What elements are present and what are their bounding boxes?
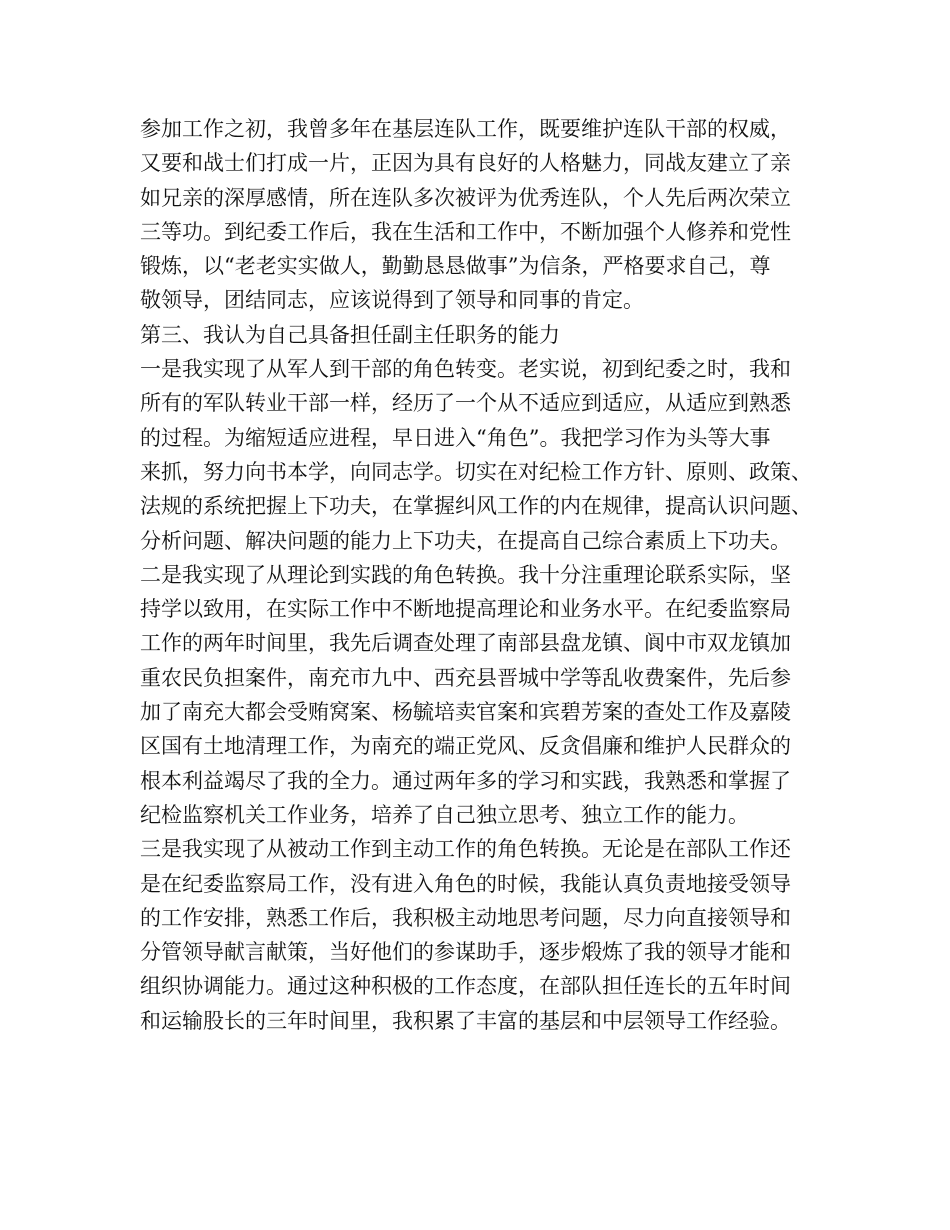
text-line-24: 的工作安排，熟悉工作后，我积极主动地思考问题，尽力向直接领导和 — [140, 905, 791, 930]
text-line-23: 是在纪委监察局工作，没有进入角色的时候，我能认真负责地接受领导 — [140, 871, 791, 896]
text-line-8: 一是我实现了从军人到干部的角色转变。老实说，初到纪委之时，我和 — [140, 357, 791, 382]
text-line-9: 所有的军队转业干部一样，经历了一个从不适应到适应，从适应到熟悉 — [140, 391, 791, 416]
document-page — [140, 112, 830, 1038]
text-line-12: 法规的系统把握上下功夫，在掌握纠风工作的内在规律，提高认识问题、 — [140, 494, 812, 519]
text-line-25: 分管领导献言献策，当好他们的参谋助手，逐步煅炼了我的领导才能和 — [140, 940, 791, 965]
text-line-3: 如兄亲的深厚感情，所在连队多次被评为优秀连队，个人先后两次荣立 — [140, 185, 791, 210]
text-line-14: 二是我实现了从理论到实践的角色转换。我十分注重理论联系实际，坚 — [140, 562, 791, 587]
text-line-4: 三等功。到纪委工作后，我在生活和工作中，不断加强个人修养和党性 — [140, 219, 791, 244]
text-line-21: 纪检监察机关工作业务，培养了自己独立思考、独立工作的能力。 — [140, 802, 749, 827]
text-line-26: 组织协调能力。通过这种积极的工作态度，在部队担任连长的五年时间 — [140, 974, 791, 999]
text-line-1: 参加工作之初，我曾多年在基层连队工作，既要维护连队干部的权威， — [140, 117, 791, 141]
text-line-22: 三是我实现了从被动工作到主动工作的角色转换。无论是在部队工作还 — [140, 837, 791, 862]
text-line-13: 分析问题、解决问题的能力上下功夫，在提高自己综合素质上下功夫。 — [140, 528, 791, 553]
text-line-18: 加了南充大都会受贿窝案、杨毓培卖官案和宾碧芳案的查处工作及嘉陵 — [140, 700, 791, 725]
text-line-2: 又要和战士们打成一片，正因为具有良好的人格魅力，同战友建立了亲 — [140, 151, 791, 176]
text-line-6: 敬领导，团结同志，应该说得到了领导和同事的肯定。 — [140, 288, 644, 313]
text-line-20: 根本利益竭尽了我的全力。通过两年多的学习和实践，我熟悉和掌握了 — [140, 768, 791, 793]
text-line-11: 来抓，努力向书本学，向同志学。切实在对纪检工作方针、原则、政策、 — [140, 459, 812, 484]
section-heading: 第三、我认为自己具备担任副主任职务的能力 — [140, 322, 560, 347]
text-line-16: 工作的两年时间里，我先后调查处理了南部县盘龙镇、阆中市双龙镇加 — [140, 631, 791, 656]
text-line-27: 和运输股长的三年时间里，我积累了丰富的基层和中层领导工作经验。 — [140, 1008, 791, 1033]
text-line-15: 持学以致用，在实际工作中不断地提高理论和业务水平。在纪委监察局 — [140, 597, 791, 622]
text-line-5: 锻炼，以“老老实实做人，勤勤恳恳做事”为信条，严格要求自己，尊 — [140, 254, 771, 279]
text-line-17: 重农民负担案件，南充市九中、西充县晋城中学等乱收费案件，先后参 — [140, 665, 791, 690]
text-line-19: 区国有土地清理工作，为南充的端正党风、反贪倡廉和维护人民群众的 — [140, 734, 791, 759]
text-line-10: 的过程。为缩短适应进程，早日进入“角色”。我把学习作为头等大事 — [140, 425, 771, 450]
